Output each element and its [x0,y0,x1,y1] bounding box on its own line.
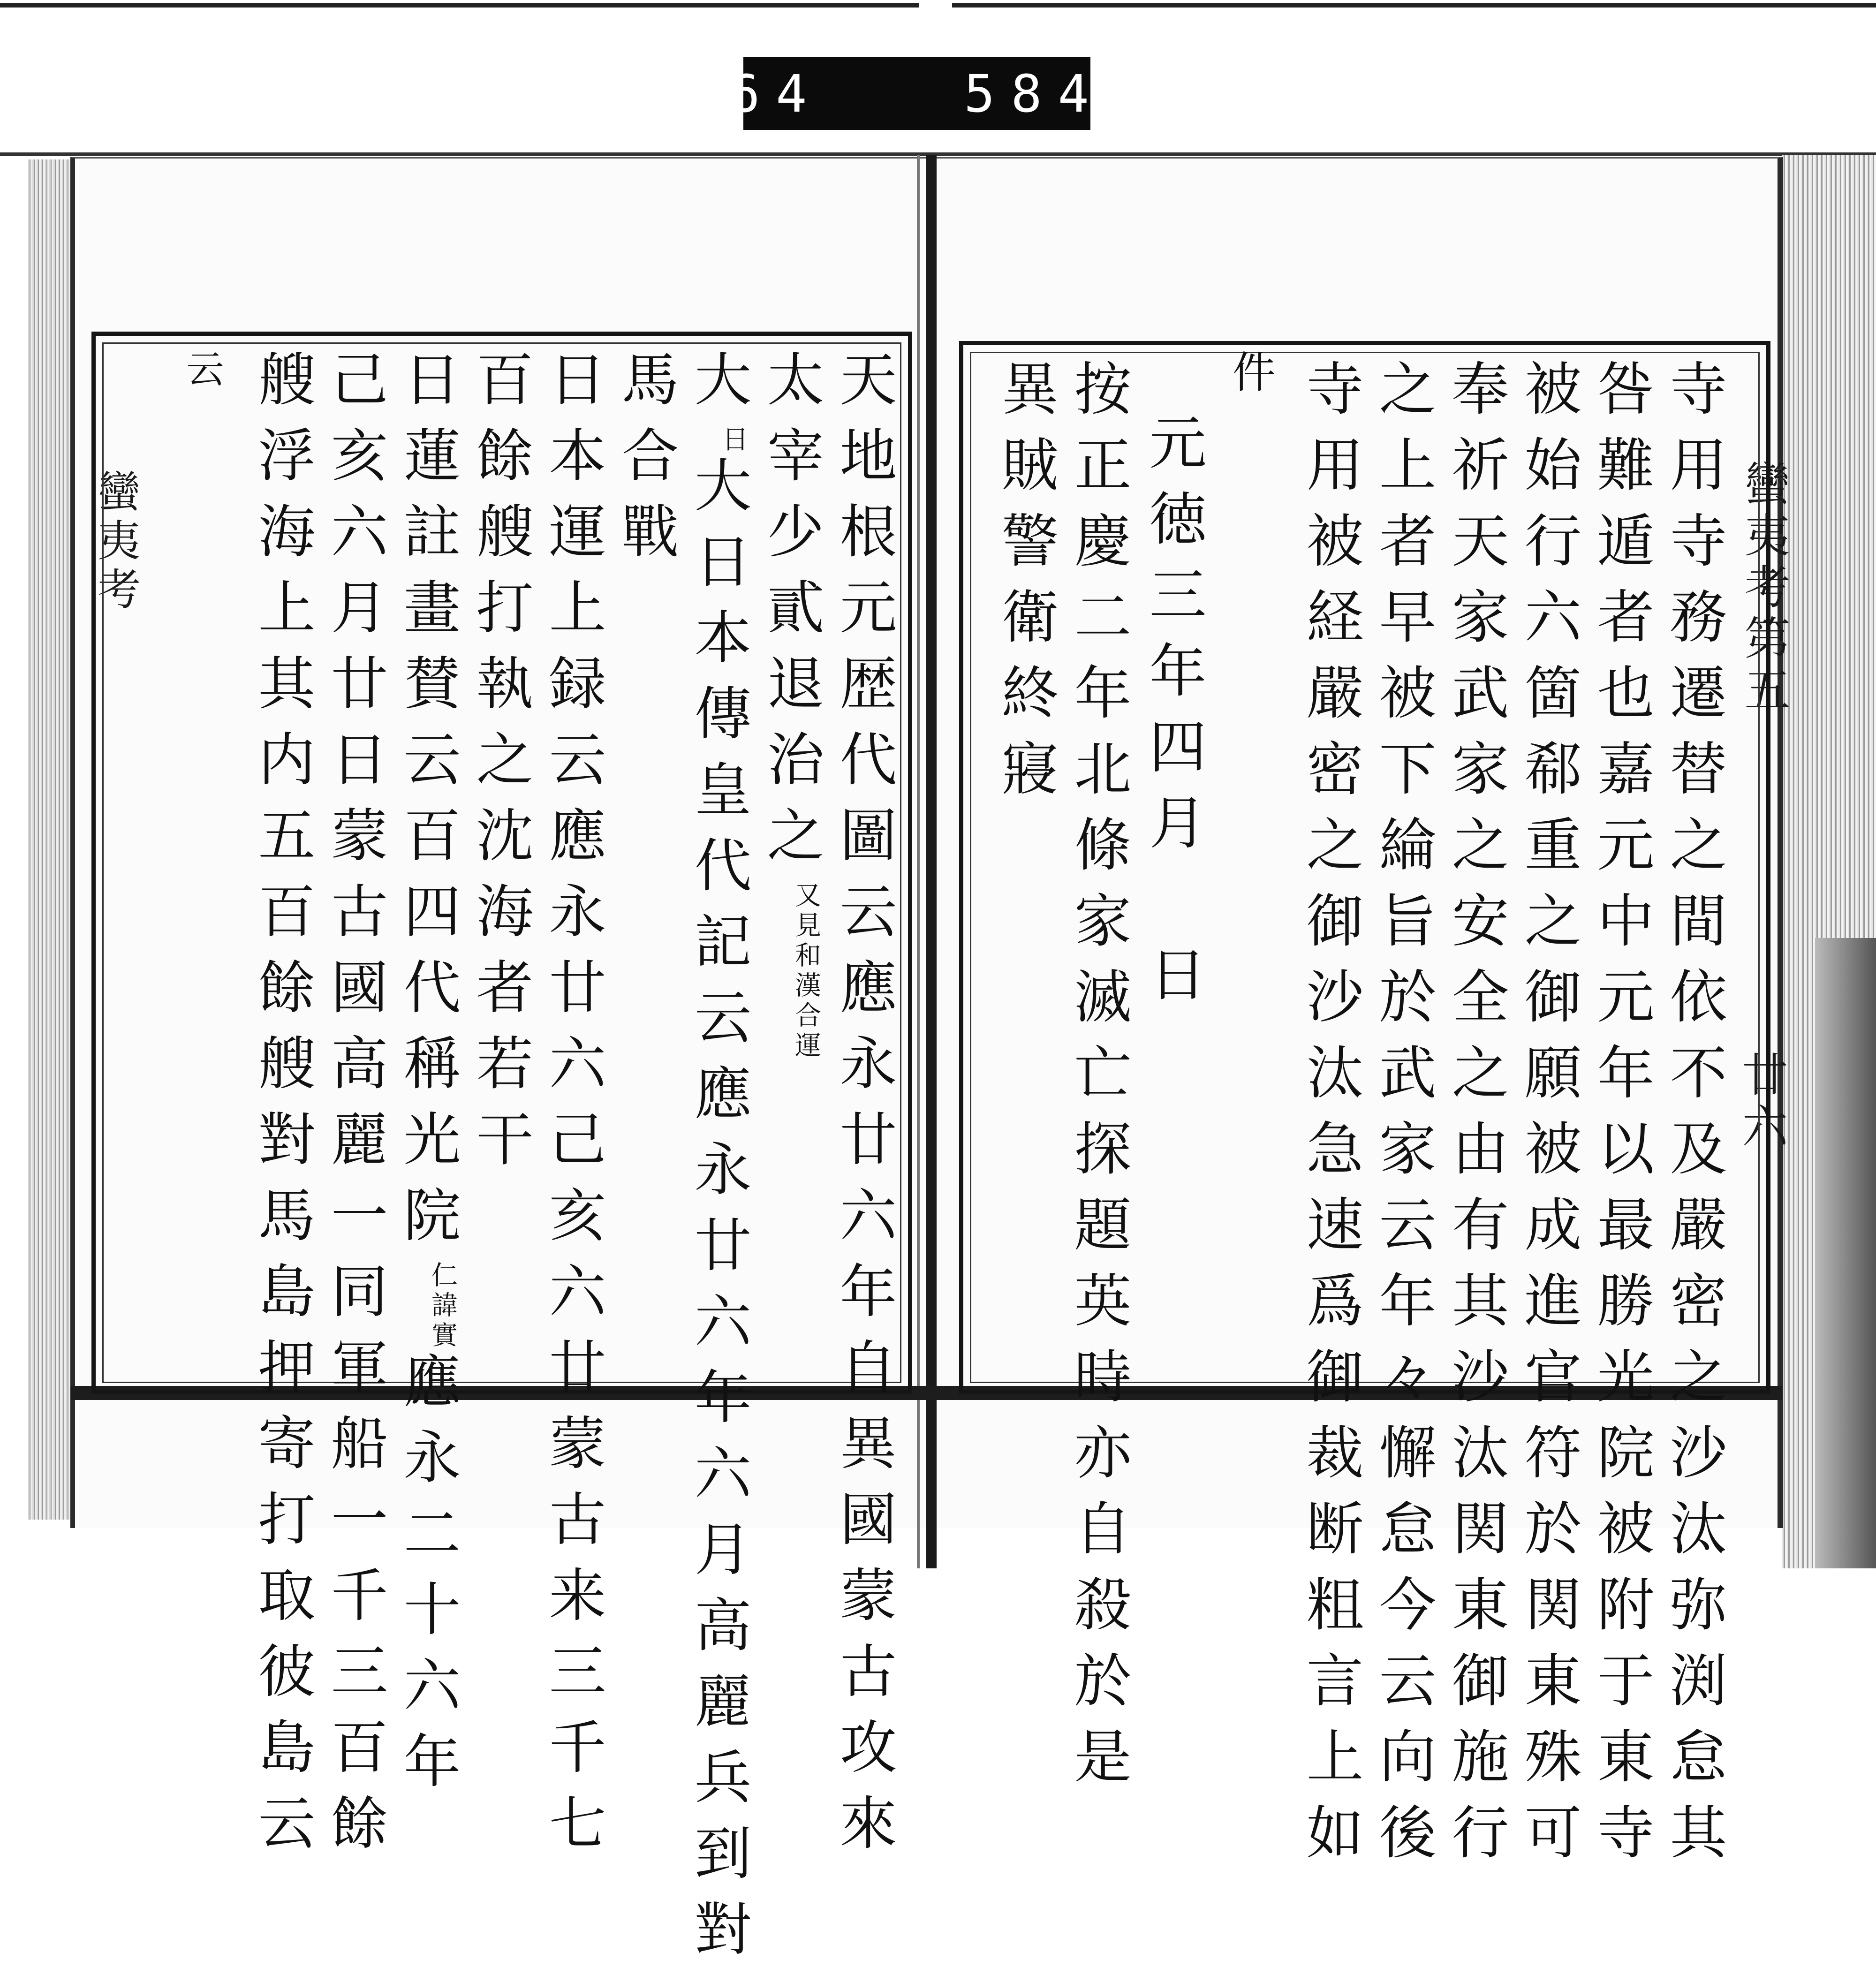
right-col-1: 寺用寺務遷替之間依不及嚴密之沙汰弥渕怠其 [1660,359,1727,1878]
accession-number-left: 664 [681,63,823,124]
folio-number: 廿六 [1734,1051,1788,1154]
left-col-7-tail: 應永二十六年 [394,1351,461,1807]
right-col-9: 按正慶二年北條家滅亡探題英時亦自殺於是 [1065,359,1131,1802]
left-col-3-note: 日 [718,425,749,455]
right-col-3: 被始行六箇郗重之御願被成進官符於関東殊可 [1515,359,1581,1878]
left-margin-title: 蠻夷考 [91,469,141,615]
left-col-1: 天地根元歴代圖云應永廿六年自異國蒙古攻來 [830,349,897,1869]
left-col-3-head: 大 [685,349,751,425]
left-col-2-text: 太宰少貳退治之 [757,349,824,881]
book-spine [926,155,937,1568]
right-col-8: 元徳三年四月 日 [1140,413,1206,1021]
accession-number-right: 584. [964,63,1152,124]
left-col-5: 日本運上録云應永廿六己亥六廿蒙古来三千七 [539,349,606,1869]
left-col-6: 百餘艘打執之沈海者若干 [467,349,533,1185]
left-col-7 [394,349,461,1807]
left-col-3-text: 大日本傳皇代記云應永廿六年六月高麗兵到對 [685,455,751,1975]
mount-line-left [0,3,919,8]
left-col-3 [685,349,751,1975]
accession-label [681,57,1152,130]
right-col-6: 寺用被経嚴密之御沙汰急速爲御裁断粗言上如 [1297,359,1363,1878]
right-col-2: 咎難遁者也嘉元中元年以最勝光院被附于東寺 [1588,359,1654,1878]
left-col-10: 云 [180,349,224,406]
left-col-7-note-b: 諱實 [427,1291,458,1351]
left-col-4: 馬合戰 [612,349,679,577]
right-col-10: 異賊警衛終寢 [992,359,1059,815]
left-col-8: 己亥六月廿日蒙古國高麗一同軍船一千三百餘 [321,349,388,1869]
left-page-edges [28,159,70,1520]
left-col-2-note: 又見和漢合運 [791,881,821,1061]
left-col-2 [757,349,824,1061]
left-col-7-note-a: 仁 [427,1261,458,1291]
left-col-9: 艘浮海上其内五百餘艘對馬島押寄打取彼島云 [249,349,315,1869]
scan-shadow [1815,938,1876,1568]
right-col-4: 奉祈天家武家之安全之由有其沙汰関東御施行 [1442,359,1509,1878]
book-top-edge [0,152,1876,156]
right-margin-title: 蠻夷考第五 [1737,460,1790,718]
right-col-7: 件 [1225,349,1276,411]
mount-line-right [952,3,1876,8]
gutter-line [917,155,920,1568]
right-col-5: 之上者早被下綸旨於武家云年々懈怠今云向後 [1369,359,1436,1878]
left-col-7-text: 日蓮註畫賛云百四代稱光院 [394,349,461,1261]
